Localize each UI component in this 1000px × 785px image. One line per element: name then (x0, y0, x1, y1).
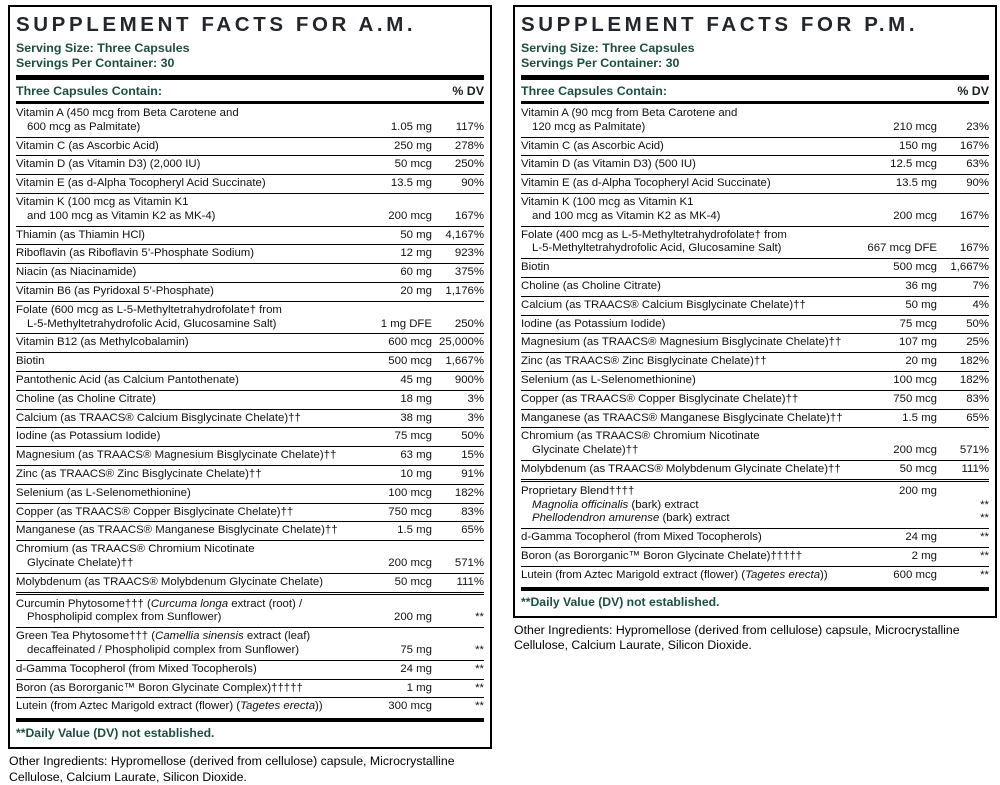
table-row (16, 390, 484, 409)
ingredient-name: Calcium (as TRAACS® Calcium Bisglycinate Chelate)†† (521, 298, 806, 311)
table-row (521, 409, 989, 428)
table-row (16, 137, 484, 156)
ingredient-amount: 20 mg (400, 284, 432, 297)
ingredient-dv: ** (475, 611, 484, 624)
ingredient-amount: 600 mcg (893, 568, 937, 581)
table-row-line (16, 487, 484, 501)
ingredient-dv: 50% (966, 317, 989, 330)
ingredient-dv: 50% (461, 430, 484, 443)
table-row (16, 174, 484, 193)
ingredient-dv: ** (980, 531, 989, 544)
ingredient-amount: 50 mg (905, 298, 937, 311)
table-row-line (16, 630, 484, 644)
ingredient-name: Riboflavin (as Riboflavin 5’-Phosphate Sodium) (16, 247, 255, 260)
table-row (521, 258, 989, 277)
ingredient-amount: 1 mg (406, 681, 432, 694)
ingredient-amount: 500 mcg (893, 261, 937, 274)
table-row (521, 352, 989, 371)
facts-box-pm (513, 5, 997, 618)
ingredient-amount: 13.5 mg (895, 177, 937, 190)
ingredient-name: L-5-Methyltetrahydrofolic Acid, Glucosamine Salt) (532, 242, 782, 255)
ingredient-amount: 1.05 mg (390, 120, 432, 133)
ingredient-amount: 60 mg (400, 266, 432, 279)
table-row-line (521, 444, 989, 458)
ingredient-amount: 63 mg (400, 449, 432, 462)
ingredient-name: Folate (400 mcg as L-5-Methyltetrahydrofolate† from (521, 228, 787, 241)
ingredient-name: Choline (as Choline Citrate) (521, 279, 661, 292)
table-row (16, 371, 484, 390)
table-row (521, 390, 989, 409)
table-row (521, 371, 989, 390)
ingredient-name: Copper (as TRAACS® Copper Bisglycinate Chelate)†† (521, 392, 799, 405)
ingredient-amount: 13.5 mg (390, 177, 432, 190)
ingredient-amount: 750 mcg (388, 505, 432, 518)
ingredient-amount: 210 mcg (893, 120, 937, 133)
ingredient-amount: 200 mcg (388, 556, 432, 569)
ingredient-dv: 111% (456, 575, 484, 588)
ingredient-amount: 12 mg (400, 247, 432, 260)
table-row (521, 427, 989, 460)
ingredient-dv: 83% (461, 505, 484, 518)
table-row-line (16, 304, 484, 318)
ingredient-amount: 667 mcg DFE (867, 242, 937, 255)
table-row-line (16, 468, 484, 482)
table-row (521, 105, 989, 137)
ingredient-name: Magnesium (as TRAACS® Magnesium Bisglycinate Chelate)†† (16, 449, 337, 462)
table-row (521, 315, 989, 334)
ingredient-dv: 117% (455, 120, 484, 133)
table-row (16, 540, 484, 573)
ingredient-dv: 1,176% (445, 284, 484, 297)
ingredient-dv: 167% (959, 242, 989, 255)
table-row-line (521, 242, 989, 256)
ingredient-name: Calcium (as TRAACS® Calcium Bisglycinate Chelate)†† (16, 411, 301, 424)
table-row (16, 465, 484, 484)
ingredient-name: Magnolia officinalis (bark) extract (532, 498, 699, 511)
ingredient-amount: 600 mcg (388, 336, 432, 349)
table-row (16, 503, 484, 522)
ingredient-name: and 100 mcg as Vitamin K2 as MK-4) (27, 209, 216, 222)
ingredient-name: Proprietary Blend†††† (521, 484, 635, 497)
table-row (16, 105, 484, 137)
ingredient-amount: 75 mcg (899, 317, 937, 330)
table-row-line (16, 229, 484, 243)
table-row-line (16, 644, 484, 658)
table-row-line (16, 121, 484, 135)
ingredient-amount: 200 mcg (893, 209, 937, 222)
ingredient-amount: 100 mcg (893, 373, 937, 386)
ingredient-name: Folate (600 mcg as L-5-Methyltetrahydrofolate† from (16, 303, 282, 316)
table-row (16, 697, 484, 716)
ingredient-amount: 24 mg (400, 662, 432, 675)
table-row-line (521, 177, 989, 191)
table-row-line (521, 569, 989, 583)
table-row (16, 193, 484, 226)
table-row (16, 446, 484, 465)
table-row (16, 679, 484, 698)
ingredient-dv: 182% (959, 373, 989, 386)
table-row-line (521, 121, 989, 135)
table-row-line (16, 336, 484, 350)
ingredient-name: Vitamin E (as d-Alpha Tocopheryl Acid Succinate) (16, 177, 266, 190)
table-row (16, 409, 484, 428)
table-row-line (16, 611, 484, 625)
table-row-line (16, 543, 484, 557)
ingredient-amount: 36 mg (905, 279, 937, 292)
ingredient-amount: 1.5 mg (902, 411, 937, 424)
ingredient-dv: 3% (467, 392, 484, 405)
table-row (16, 592, 484, 628)
ingredient-name: Phospholipid complex from Sunflower) (27, 611, 222, 624)
ingredient-dv: 7% (972, 279, 989, 292)
ingredient-amount: 1.5 mg (397, 524, 432, 537)
ingredient-name: Vitamin B12 (as Methylcobalamin) (16, 336, 189, 349)
ingredient-dv: 167% (959, 209, 989, 222)
table-row-line (16, 430, 484, 444)
ingredient-name: Chromium (as TRAACS® Chromium Nicotinate (16, 543, 255, 556)
table-row (521, 528, 989, 547)
ingredient-dv: ** (475, 681, 484, 694)
table-row-line (16, 393, 484, 407)
table-row-line (16, 318, 484, 332)
ingredient-dv: 83% (966, 392, 989, 405)
ingredient-name: Thiamin (as Thiamin HCl) (16, 228, 145, 241)
table-row-line (521, 261, 989, 275)
dv-footnote-pm: **Daily Value (DV) not established. (521, 594, 720, 609)
table-row-line (521, 158, 989, 172)
table-row (521, 226, 989, 259)
ingredient-dv: 167% (959, 139, 989, 152)
ingredient-amount: 200 mcg (388, 209, 432, 222)
ingredient-name: d-Gamma Tocopherol (from Mixed Tocopherols) (16, 662, 257, 675)
ingredient-amount: 75 mg (400, 643, 432, 656)
ingredient-amount: 200 mcg (893, 444, 937, 457)
ingredient-amount: 50 mcg (394, 575, 432, 588)
table-row-line (521, 463, 989, 477)
ingredient-name: d-Gamma Tocopherol (from Mixed Tocopherols) (521, 531, 762, 544)
table-row (16, 155, 484, 174)
ingredient-name: Vitamin C (as Ascorbic Acid) (521, 139, 664, 152)
panel-title-pm: SUPPLEMENT FACTS FOR P.M. (521, 13, 919, 36)
ingredient-dv: ** (980, 549, 989, 562)
table-row-line (16, 196, 484, 210)
ingredient-dv: 375% (454, 266, 484, 279)
ingredient-dv: 923% (454, 247, 484, 260)
ingredient-name: Niacin (as Niacinamide) (16, 266, 137, 279)
table-row (521, 137, 989, 156)
servings-per-container-pm: Servings Per Container: 30 (521, 56, 680, 70)
facts-table-pm (521, 104, 989, 586)
ingredient-dv: 571% (454, 556, 484, 569)
table-row (16, 521, 484, 540)
panel-am (8, 5, 492, 785)
contain-label-pm: Three Capsules Contain: (521, 84, 667, 98)
ingredient-name: Selenium (as L-Selenomethionine) (521, 373, 696, 386)
ingredient-dv: 15% (461, 449, 484, 462)
ingredient-name: Phellodendron amurense (bark) extract (532, 512, 730, 525)
table-row-line (521, 499, 989, 513)
ingredient-dv: 91% (461, 467, 484, 480)
ingredient-name: Zinc (as TRAACS® Zinc Bisglycinate Chelate)†† (16, 467, 262, 480)
ingredient-name: Boron (as Bororganic™ Boron Glycinate Complex)††††† (16, 681, 303, 694)
other-ingredients-pm: Other Ingredients: Hypromellose (derived from cellulose) capsule, Microcrystalline Cellulose, Calcium Laurate, Silicon Dioxide. (514, 622, 960, 653)
ingredient-dv: ** (980, 512, 989, 525)
ingredient-dv: ** (475, 700, 484, 713)
ingredient-dv: 900% (454, 373, 484, 386)
ingredient-name: Biotin (16, 355, 45, 368)
ingredient-dv: ** (980, 568, 989, 581)
table-row-line (521, 374, 989, 388)
table-row-line (521, 430, 989, 444)
table-row-line (16, 700, 484, 714)
table-row (521, 479, 989, 528)
ingredient-name: Vitamin A (450 mcg from Beta Carotene and (16, 107, 239, 119)
ingredient-name: Vitamin K (100 mcg as Vitamin K1 (16, 195, 189, 208)
table-row (16, 282, 484, 301)
table-row (521, 296, 989, 315)
ingredient-name: Biotin (521, 261, 550, 274)
ingredient-dv: 250% (454, 317, 484, 330)
table-row-line (521, 299, 989, 313)
table-row-line (521, 140, 989, 154)
ingredient-amount: 20 mg (905, 355, 937, 368)
table-row-line (16, 247, 484, 261)
ingredient-dv: 250% (454, 158, 484, 171)
ingredient-dv: 3% (467, 411, 484, 424)
ingredient-name: Vitamin K (100 mcg as Vitamin K1 (521, 195, 694, 208)
ingredient-dv: 167% (454, 209, 484, 222)
ingredient-dv: 25% (966, 336, 989, 349)
ingredient-amount: 300 mcg (388, 700, 432, 713)
other-ingredients-am: Other Ingredients: Hypromellose (derived from cellulose) capsule, Microcrystalline Cellulose, Calcium Laurate, Silicon Dioxide. (9, 754, 455, 784)
table-row-line (16, 449, 484, 463)
ingredient-name: Glycinate Chelate)†† (532, 444, 639, 457)
ingredient-name: Choline (as Choline Citrate) (16, 392, 156, 405)
table-row-line (16, 285, 484, 299)
ingredient-name: and 100 mcg as Vitamin K2 as MK-4) (532, 209, 721, 222)
ingredient-amount: 2 mg (911, 549, 937, 562)
ingredient-name: Molybdenum (as TRAACS® Molybdenum Glycinate Chelate) (16, 575, 323, 588)
ingredient-dv: 25,000% (439, 336, 484, 349)
ingredient-amount: 750 mcg (893, 392, 937, 405)
table-row (521, 547, 989, 566)
ingredient-name: Vitamin E (as d-Alpha Tocopheryl Acid Succinate) (521, 177, 771, 190)
ingredient-name: Boron (as Bororganic™ Boron Glycinate Chelate)††††† (521, 549, 803, 562)
table-row-line (521, 280, 989, 294)
table-row-line (521, 107, 989, 121)
table-row-line (16, 598, 484, 612)
ingredient-amount: 10 mg (400, 467, 432, 480)
dv-footnote-am: **Daily Value (DV) not established. (16, 726, 215, 741)
table-row (16, 484, 484, 503)
table-row-line (16, 177, 484, 191)
ingredient-amount: 75 mcg (394, 430, 432, 443)
ingredient-amount: 45 mg (400, 373, 432, 386)
ingredient-dv: 90% (966, 177, 989, 190)
table-row (521, 566, 989, 585)
ingredient-amount: 150 mg (899, 139, 937, 152)
ingredient-amount: 50 mcg (899, 462, 937, 475)
table-row-line (521, 355, 989, 369)
ingredient-name: Vitamin D (as Vitamin D3) (2,000 IU) (16, 158, 201, 171)
ingredient-name: Pantothenic Acid (as Calcium Pantothenate) (16, 373, 239, 386)
ingredient-amount: 500 mcg (388, 355, 432, 368)
table-row (16, 263, 484, 282)
serving-size-pm: Serving Size: Three Capsules (521, 41, 695, 55)
table-row (16, 301, 484, 334)
ingredient-dv: 4% (972, 298, 989, 311)
ingredient-dv: 278% (454, 139, 484, 152)
table-row-line (521, 485, 989, 499)
table-row-line (16, 355, 484, 369)
ingredient-amount: 200 mg (899, 484, 937, 497)
table-row (521, 277, 989, 296)
ingredient-dv: 23% (966, 120, 989, 133)
ingredient-name: L-5-Methyltetrahydrofolic Acid, Glucosamine Salt) (27, 317, 277, 330)
ingredient-name: Curcumin Phytosome††† (Curcuma longa extract (root) / (16, 597, 303, 610)
ingredient-name: Glycinate Chelate)†† (27, 556, 134, 569)
table-row (16, 427, 484, 446)
ingredient-dv: 63% (966, 158, 989, 171)
ingredient-amount: 250 mg (394, 139, 432, 152)
table-row-line (521, 393, 989, 407)
table-row-line (521, 210, 989, 224)
table-row-line (521, 229, 989, 243)
ingredient-name: Vitamin B6 (as Pyridoxal 5’-Phosphate) (16, 284, 214, 297)
table-row (521, 174, 989, 193)
ingredient-name: 120 mcg as Palmitate) (532, 120, 646, 133)
ingredient-dv: ** (475, 662, 484, 675)
ingredient-amount: 18 mg (400, 392, 432, 405)
ingredient-dv: 182% (454, 486, 484, 499)
table-row (521, 333, 989, 352)
table-header-row (16, 80, 484, 101)
ingredient-name: Iodine (as Potassium Iodide) (521, 317, 666, 330)
table-row-line (16, 557, 484, 571)
table-row-line (521, 196, 989, 210)
table-row (16, 660, 484, 679)
table-header-row (521, 80, 989, 101)
ingredient-dv: ** (980, 498, 989, 511)
table-row-line (521, 318, 989, 332)
ingredient-name: 600 mcg as Palmitate) (27, 120, 141, 133)
table-row (521, 193, 989, 226)
table-row-line (16, 682, 484, 696)
panel-title-am: SUPPLEMENT FACTS FOR A.M. (16, 13, 417, 36)
table-row (16, 352, 484, 371)
ingredient-name: Vitamin C (as Ascorbic Acid) (16, 139, 159, 152)
ingredient-amount: 1 mg DFE (380, 317, 432, 330)
ingredient-dv: 1,667% (445, 355, 484, 368)
table-row (16, 226, 484, 245)
ingredient-name: Iodine (as Potassium Iodide) (16, 430, 161, 443)
table-row-line (16, 266, 484, 280)
table-row-line (521, 531, 989, 545)
table-row (16, 573, 484, 592)
table-row-line (16, 506, 484, 520)
ingredient-name: Magnesium (as TRAACS® Magnesium Bisglycinate Chelate)†† (521, 336, 842, 349)
serving-size-am: Serving Size: Three Capsules (16, 41, 190, 55)
table-row-line (16, 210, 484, 224)
ingredient-name: Copper (as TRAACS® Copper Bisglycinate Chelate)†† (16, 505, 294, 518)
table-row-line (16, 576, 484, 590)
ingredient-name: Lutein (from Aztec Marigold extract (flower) (Tagetes erecta)) (16, 700, 323, 713)
ingredient-amount: 200 mg (394, 611, 432, 624)
servings-per-container-am: Servings Per Container: 30 (16, 56, 175, 70)
table-row-line (16, 663, 484, 677)
ingredient-name: decaffeinated / Phospholipid complex from Sunflower) (27, 643, 300, 656)
ingredient-dv: 4,167% (445, 228, 484, 241)
ingredient-name: Manganese (as TRAACS® Manganese Bisglycinate Chelate)†† (521, 411, 843, 424)
table-row-line (16, 412, 484, 426)
ingredient-dv: 90% (461, 177, 484, 190)
ingredient-name: Lutein (from Aztec Marigold extract (flower) (Tagetes erecta)) (521, 568, 828, 581)
table-row-line (16, 140, 484, 154)
ingredient-amount: 12.5 mcg (890, 158, 937, 171)
table-row (16, 244, 484, 263)
table-row (16, 333, 484, 352)
table-row (16, 627, 484, 660)
ingredient-dv: 1,667% (950, 261, 989, 274)
facts-table-am (16, 104, 484, 717)
table-row-line (521, 412, 989, 426)
ingredient-amount: 100 mcg (388, 486, 432, 499)
dv-column-header-am: % DV (452, 84, 484, 98)
ingredient-dv: 111% (961, 462, 989, 475)
ingredient-name: Zinc (as TRAACS® Zinc Bisglycinate Chelate)†† (521, 355, 767, 368)
ingredient-name: Manganese (as TRAACS® Manganese Bisglycinate Chelate)†† (16, 524, 338, 537)
ingredient-name: Green Tea Phytosome††† (Camellia sinensis extract (leaf) (16, 630, 311, 643)
ingredient-amount: 38 mg (400, 411, 432, 424)
ingredient-dv: 65% (966, 411, 989, 424)
ingredient-name: Vitamin D (as Vitamin D3) (500 IU) (521, 158, 696, 171)
ingredient-amount: 107 mg (899, 336, 937, 349)
table-row-line (16, 107, 484, 121)
table-row-line (521, 336, 989, 350)
table-row-line (521, 550, 989, 564)
ingredient-name: Chromium (as TRAACS® Chromium Nicotinate (521, 430, 760, 443)
ingredient-dv: 65% (461, 524, 484, 537)
table-row-line (16, 524, 484, 538)
table-row-line (16, 158, 484, 172)
ingredient-dv: 182% (959, 355, 989, 368)
ingredient-dv: ** (475, 643, 484, 656)
ingredient-name: Vitamin A (90 mcg from Beta Carotene and (521, 107, 738, 119)
dv-column-header-pm: % DV (957, 84, 989, 98)
panel-pm (513, 5, 997, 654)
table-row (521, 155, 989, 174)
ingredient-amount: 50 mg (400, 228, 432, 241)
facts-box-am (8, 5, 492, 749)
table-row-line (16, 374, 484, 388)
ingredient-dv: 571% (959, 444, 989, 457)
contain-label-am: Three Capsules Contain: (16, 84, 162, 98)
ingredient-name: Molybdenum (as TRAACS® Molybdenum Glycinate Chelate)†† (521, 462, 841, 475)
ingredient-amount: 24 mg (905, 531, 937, 544)
ingredient-name: Selenium (as L-Selenomethionine) (16, 486, 191, 499)
table-row (521, 460, 989, 479)
table-row-line (521, 512, 989, 526)
ingredient-amount: 50 mcg (394, 158, 432, 171)
